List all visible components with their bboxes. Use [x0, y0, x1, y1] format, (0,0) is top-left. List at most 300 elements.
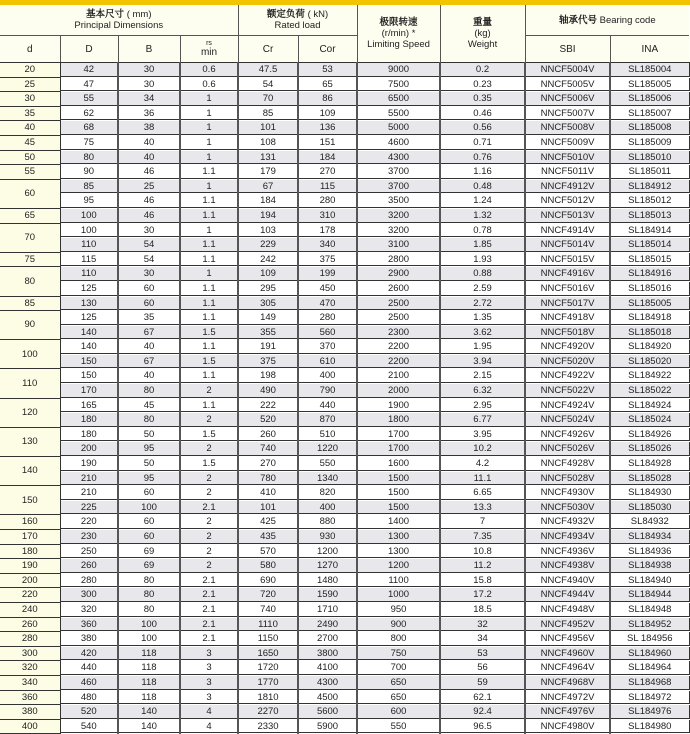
- limiting-speed-cell: 1400: [357, 515, 440, 530]
- chamfer-rs-min-cell: 1: [180, 121, 238, 136]
- ina-code-cell: SL84932: [610, 515, 689, 530]
- table-row: [0, 471, 689, 486]
- outer-diameter-cell: 225: [60, 500, 118, 515]
- static-load-cor-cell: 199: [298, 267, 357, 282]
- table-row: [0, 675, 689, 690]
- limiting-speed-cell: 650: [357, 675, 440, 690]
- limiting-speed-cell: 950: [357, 602, 440, 617]
- static-load-cor-cell: 450: [298, 281, 357, 296]
- ina-code-cell: SL184940: [610, 573, 689, 588]
- outer-diameter-cell: 85: [60, 179, 118, 194]
- sbi-code-cell: NNCF5004V: [525, 63, 610, 78]
- limiting-speed-cell: 1300: [357, 544, 440, 559]
- bore-diameter-cell: 100: [0, 340, 60, 369]
- sbi-code-cell: NNCF5012V: [525, 194, 610, 209]
- weight-cell: 32: [440, 617, 525, 632]
- static-load-cor-cell: 1590: [298, 588, 357, 603]
- ina-code-cell: SL184976: [610, 705, 689, 720]
- chamfer-rs-min-cell: 2: [180, 442, 238, 457]
- dynamic-load-cr-cell: 101: [238, 500, 298, 515]
- bore-diameter-cell: 360: [0, 690, 60, 705]
- limiting-speed-cell: 1300: [357, 530, 440, 545]
- table-row: [0, 515, 689, 530]
- weight-en: Weight: [467, 39, 498, 50]
- sbi-code-cell: NNCF4956V: [525, 632, 610, 647]
- chamfer-rs-min-cell: 1.5: [180, 427, 238, 442]
- static-load-cor-cell: 136: [298, 121, 357, 136]
- outer-diameter-cell: 42: [60, 63, 118, 78]
- table-row: [0, 457, 689, 472]
- chamfer-rs-min-cell: 1.1: [180, 194, 238, 209]
- limiting-speed-cell: 3200: [357, 223, 440, 238]
- bore-diameter-cell: 75: [0, 252, 60, 267]
- dynamic-load-cr-cell: 108: [238, 135, 298, 150]
- table-row: [0, 398, 689, 413]
- chamfer-rs-min-cell: 1: [180, 135, 238, 150]
- sbi-code-cell: NNCF4936V: [525, 544, 610, 559]
- bore-diameter-cell: 65: [0, 208, 60, 223]
- principal-dimensions-cn: 基本尺寸: [86, 9, 125, 20]
- width-cell: 54: [118, 252, 180, 267]
- dynamic-load-cr-cell: 305: [238, 296, 298, 311]
- table-header: [0, 5, 689, 63]
- width-cell: 34: [118, 92, 180, 107]
- sbi-code-cell: NNCF5005V: [525, 77, 610, 92]
- width-cell: 80: [118, 573, 180, 588]
- sbi-code-cell: NNCF4938V: [525, 559, 610, 574]
- bore-diameter-cell: 40: [0, 121, 60, 136]
- dynamic-load-cr-cell: 184: [238, 194, 298, 209]
- limiting-speed-cell: 2200: [357, 354, 440, 369]
- table-row: [0, 705, 689, 720]
- static-load-cor-cell: 400: [298, 369, 357, 384]
- bore-diameter-cell: 260: [0, 617, 60, 632]
- ina-code-cell: SL185005: [610, 77, 689, 92]
- weight-cell: 0.76: [440, 150, 525, 165]
- static-load-cor-cell: 610: [298, 354, 357, 369]
- table-row: [0, 427, 689, 442]
- static-load-cor-cell: 560: [298, 325, 357, 340]
- limiting-speed-cell: 1700: [357, 442, 440, 457]
- width-cell: 30: [118, 223, 180, 238]
- limiting-speed-cell: 1700: [357, 427, 440, 442]
- weight-cn: 重量: [473, 17, 493, 28]
- sbi-code-cell: NNCF4940V: [525, 573, 610, 588]
- limiting-speed-cell: 2900: [357, 267, 440, 282]
- dynamic-load-cr-cell: 425: [238, 515, 298, 530]
- width-cell: 36: [118, 106, 180, 121]
- width-cell: 50: [118, 427, 180, 442]
- bore-diameter-cell: 120: [0, 398, 60, 427]
- outer-diameter-cell: 440: [60, 661, 118, 676]
- table-row: [0, 617, 689, 632]
- limiting-speed-cell: 2200: [357, 340, 440, 355]
- chamfer-rs-min-cell: 2: [180, 544, 238, 559]
- col-header-B: B: [118, 36, 180, 63]
- width-cell: 118: [118, 661, 180, 676]
- col-header-rs-top: rs: [206, 40, 212, 47]
- table-row: [0, 559, 689, 574]
- dynamic-load-cr-cell: 194: [238, 208, 298, 223]
- dynamic-load-cr-cell: 229: [238, 238, 298, 253]
- limiting-speed-cell: 650: [357, 690, 440, 705]
- chamfer-rs-min-cell: 2: [180, 413, 238, 428]
- limiting-speed-cell: 600: [357, 705, 440, 720]
- table-row: [0, 661, 689, 676]
- sbi-code-cell: NNCF5024V: [525, 413, 610, 428]
- ina-code-cell: SL184920: [610, 340, 689, 355]
- bore-diameter-cell: 240: [0, 602, 60, 617]
- weight-cell: 0.35: [440, 92, 525, 107]
- rated-load-en: Rated load: [274, 20, 321, 31]
- dynamic-load-cr-cell: 191: [238, 340, 298, 355]
- weight-cell: 11.2: [440, 559, 525, 574]
- limiting-speed-cell: 4600: [357, 135, 440, 150]
- chamfer-rs-min-cell: 1: [180, 179, 238, 194]
- ina-code-cell: SL184914: [610, 223, 689, 238]
- bore-diameter-cell: 220: [0, 588, 60, 603]
- chamfer-rs-min-cell: 0.6: [180, 63, 238, 78]
- table-row: [0, 311, 689, 326]
- width-cell: 80: [118, 384, 180, 399]
- limiting-speed-cell: 5500: [357, 106, 440, 121]
- chamfer-rs-min-cell: 1.1: [180, 340, 238, 355]
- table-row: [0, 602, 689, 617]
- bearing-code-en: Bearing code: [599, 14, 656, 26]
- outer-diameter-cell: 95: [60, 194, 118, 209]
- chamfer-rs-min-cell: 0.6: [180, 77, 238, 92]
- limiting-speed-cell: 2600: [357, 281, 440, 296]
- weight-cell: 59: [440, 675, 525, 690]
- width-cell: 118: [118, 690, 180, 705]
- ina-code-cell: SL185013: [610, 208, 689, 223]
- limiting-speed-en: Limiting Speed: [367, 39, 430, 50]
- limiting-speed-cell: 3200: [357, 208, 440, 223]
- sbi-code-cell: NNCF4924V: [525, 398, 610, 413]
- dynamic-load-cr-cell: 690: [238, 573, 298, 588]
- bore-diameter-cell: 170: [0, 530, 60, 545]
- static-load-cor-cell: 930: [298, 530, 357, 545]
- limiting-speed-cell: 1200: [357, 559, 440, 574]
- ina-code-cell: SL184972: [610, 690, 689, 705]
- weight-cell: 1.24: [440, 194, 525, 209]
- weight-cell: 0.2: [440, 63, 525, 78]
- ina-code-cell: SL184912: [610, 179, 689, 194]
- bore-diameter-cell: 300: [0, 646, 60, 661]
- ina-code-cell: SL 184956: [610, 632, 689, 647]
- sbi-code-cell: NNCF5016V: [525, 281, 610, 296]
- limiting-speed-cell: 2300: [357, 325, 440, 340]
- width-cell: 54: [118, 238, 180, 253]
- outer-diameter-cell: 480: [60, 690, 118, 705]
- dynamic-load-cr-cell: 1720: [238, 661, 298, 676]
- ina-code-cell: SL185011: [610, 165, 689, 180]
- limiting-speed-cell: 1500: [357, 486, 440, 501]
- dynamic-load-cr-cell: 490: [238, 384, 298, 399]
- weight-cell: 56: [440, 661, 525, 676]
- static-load-cor-cell: 880: [298, 515, 357, 530]
- dynamic-load-cr-cell: 720: [238, 588, 298, 603]
- width-cell: 95: [118, 471, 180, 486]
- principal-dimensions-unit: ( mm): [126, 9, 152, 20]
- ina-code-cell: SL184916: [610, 267, 689, 282]
- sbi-code-cell: NNCF4948V: [525, 602, 610, 617]
- ina-code-cell: SL184922: [610, 369, 689, 384]
- sbi-code-cell: NNCF4918V: [525, 311, 610, 326]
- bore-diameter-cell: 60: [0, 179, 60, 208]
- limiting-speed-cell: 5000: [357, 121, 440, 136]
- width-cell: 80: [118, 602, 180, 617]
- ina-code-cell: SL185022: [610, 384, 689, 399]
- dynamic-load-cr-cell: 67: [238, 179, 298, 194]
- bore-diameter-cell: 45: [0, 135, 60, 150]
- dynamic-load-cr-cell: 580: [238, 559, 298, 574]
- principal-dimensions-en: Principal Dimensions: [74, 20, 164, 31]
- chamfer-rs-min-cell: 1.1: [180, 208, 238, 223]
- outer-diameter-cell: 170: [60, 384, 118, 399]
- sbi-code-cell: NNCF5026V: [525, 442, 610, 457]
- static-load-cor-cell: 280: [298, 311, 357, 326]
- static-load-cor-cell: 1270: [298, 559, 357, 574]
- outer-diameter-cell: 420: [60, 646, 118, 661]
- table-row: [0, 121, 689, 136]
- ina-code-cell: SL185004: [610, 63, 689, 78]
- outer-diameter-cell: 280: [60, 573, 118, 588]
- dynamic-load-cr-cell: 570: [238, 544, 298, 559]
- bore-diameter-cell: 190: [0, 559, 60, 574]
- outer-diameter-cell: 140: [60, 325, 118, 340]
- ina-code-cell: SL185012: [610, 194, 689, 209]
- static-load-cor-cell: 280: [298, 194, 357, 209]
- dynamic-load-cr-cell: 375: [238, 354, 298, 369]
- ina-code-cell: SL185014: [610, 238, 689, 253]
- width-cell: 45: [118, 398, 180, 413]
- weight-cell: 96.5: [440, 719, 525, 734]
- sbi-code-cell: NNCF4976V: [525, 705, 610, 720]
- width-cell: 40: [118, 369, 180, 384]
- width-cell: 100: [118, 617, 180, 632]
- outer-diameter-cell: 165: [60, 398, 118, 413]
- weight-cell: 6.77: [440, 413, 525, 428]
- chamfer-rs-min-cell: 1: [180, 106, 238, 121]
- outer-diameter-cell: 180: [60, 413, 118, 428]
- ina-code-cell: SL184952: [610, 617, 689, 632]
- sbi-code-cell: NNCF5030V: [525, 500, 610, 515]
- sbi-code-cell: NNCF5018V: [525, 325, 610, 340]
- sbi-code-cell: NNCF4926V: [525, 427, 610, 442]
- width-cell: 100: [118, 632, 180, 647]
- static-load-cor-cell: 470: [298, 296, 357, 311]
- limiting-speed-header: [357, 5, 440, 63]
- width-cell: 118: [118, 646, 180, 661]
- weight-cell: 0.23: [440, 77, 525, 92]
- outer-diameter-cell: 200: [60, 442, 118, 457]
- outer-diameter-cell: 220: [60, 515, 118, 530]
- chamfer-rs-min-cell: 1.1: [180, 369, 238, 384]
- chamfer-rs-min-cell: 3: [180, 690, 238, 705]
- weight-cell: 15.8: [440, 573, 525, 588]
- outer-diameter-cell: 250: [60, 544, 118, 559]
- table-row: [0, 267, 689, 282]
- outer-diameter-cell: 260: [60, 559, 118, 574]
- bore-diameter-cell: 180: [0, 544, 60, 559]
- width-cell: 40: [118, 135, 180, 150]
- bore-diameter-cell: 400: [0, 719, 60, 734]
- width-cell: 118: [118, 675, 180, 690]
- width-cell: 60: [118, 486, 180, 501]
- dynamic-load-cr-cell: 131: [238, 150, 298, 165]
- static-load-cor-cell: 1710: [298, 602, 357, 617]
- sbi-code-cell: NNCF5017V: [525, 296, 610, 311]
- limiting-speed-cell: 750: [357, 646, 440, 661]
- limiting-speed-cell: 6500: [357, 92, 440, 107]
- table-row: [0, 719, 689, 734]
- table-row: [0, 413, 689, 428]
- width-cell: 30: [118, 267, 180, 282]
- bore-diameter-cell: 110: [0, 369, 60, 398]
- ina-code-cell: SL185005: [610, 296, 689, 311]
- sbi-code-cell: NNCF5009V: [525, 135, 610, 150]
- width-cell: 80: [118, 413, 180, 428]
- ina-code-cell: SL184930: [610, 486, 689, 501]
- chamfer-rs-min-cell: 1: [180, 223, 238, 238]
- sbi-code-cell: NNCF5022V: [525, 384, 610, 399]
- static-load-cor-cell: 2490: [298, 617, 357, 632]
- bore-diameter-cell: 70: [0, 223, 60, 252]
- width-cell: 40: [118, 340, 180, 355]
- chamfer-rs-min-cell: 1.1: [180, 238, 238, 253]
- dynamic-load-cr-cell: 740: [238, 602, 298, 617]
- table-row: [0, 165, 689, 180]
- static-load-cor-cell: 65: [298, 77, 357, 92]
- width-cell: 67: [118, 354, 180, 369]
- weight-cell: 0.46: [440, 106, 525, 121]
- ina-code-cell: SL184968: [610, 675, 689, 690]
- static-load-cor-cell: 115: [298, 179, 357, 194]
- ina-code-cell: SL185015: [610, 252, 689, 267]
- weight-cell: 92.4: [440, 705, 525, 720]
- sbi-code-cell: NNCF5028V: [525, 471, 610, 486]
- limiting-speed-unit: (r/min) *: [381, 28, 416, 39]
- static-load-cor-cell: 3800: [298, 646, 357, 661]
- chamfer-rs-min-cell: 2: [180, 559, 238, 574]
- limiting-speed-cn: 极限转速: [379, 17, 418, 28]
- table-row: [0, 369, 689, 384]
- ina-code-cell: SL184934: [610, 530, 689, 545]
- width-cell: 60: [118, 530, 180, 545]
- width-cell: 67: [118, 325, 180, 340]
- width-cell: 60: [118, 281, 180, 296]
- static-load-cor-cell: 1220: [298, 442, 357, 457]
- weight-cell: 0.56: [440, 121, 525, 136]
- static-load-cor-cell: 86: [298, 92, 357, 107]
- table-row: [0, 632, 689, 647]
- sbi-code-cell: NNCF5013V: [525, 208, 610, 223]
- chamfer-rs-min-cell: 1: [180, 267, 238, 282]
- static-load-cor-cell: 790: [298, 384, 357, 399]
- chamfer-rs-min-cell: 1.1: [180, 281, 238, 296]
- width-cell: 69: [118, 544, 180, 559]
- ina-code-cell: SL184918: [610, 311, 689, 326]
- dynamic-load-cr-cell: 70: [238, 92, 298, 107]
- table-row: [0, 296, 689, 311]
- chamfer-rs-min-cell: 1.1: [180, 398, 238, 413]
- ina-code-cell: SL184944: [610, 588, 689, 603]
- static-load-cor-cell: 510: [298, 427, 357, 442]
- outer-diameter-cell: 80: [60, 150, 118, 165]
- static-load-cor-cell: 151: [298, 135, 357, 150]
- table-row: [0, 325, 689, 340]
- static-load-cor-cell: 310: [298, 208, 357, 223]
- col-header-rs-bottom: min: [200, 47, 218, 58]
- outer-diameter-cell: 125: [60, 311, 118, 326]
- weight-cell: 6.32: [440, 384, 525, 399]
- outer-diameter-cell: 320: [60, 602, 118, 617]
- bore-diameter-cell: 50: [0, 150, 60, 165]
- weight-cell: 1.16: [440, 165, 525, 180]
- limiting-speed-cell: 1800: [357, 413, 440, 428]
- width-cell: 30: [118, 77, 180, 92]
- bearing-code-cn: 轴承代号: [558, 14, 597, 26]
- weight-cell: 0.71: [440, 135, 525, 150]
- outer-diameter-cell: 115: [60, 252, 118, 267]
- weight-cell: 18.5: [440, 602, 525, 617]
- chamfer-rs-min-cell: 4: [180, 719, 238, 734]
- limiting-speed-cell: 9000: [357, 63, 440, 78]
- table-row: [0, 690, 689, 705]
- limiting-speed-cell: 2000: [357, 384, 440, 399]
- limiting-speed-cell: 900: [357, 617, 440, 632]
- table-row: [0, 77, 689, 92]
- weight-cell: 2.72: [440, 296, 525, 311]
- static-load-cor-cell: 53: [298, 63, 357, 78]
- table-row: [0, 223, 689, 238]
- chamfer-rs-min-cell: 3: [180, 646, 238, 661]
- static-load-cor-cell: 440: [298, 398, 357, 413]
- chamfer-rs-min-cell: 2.1: [180, 573, 238, 588]
- table-row: [0, 354, 689, 369]
- static-load-cor-cell: 4500: [298, 690, 357, 705]
- table-row: [0, 238, 689, 253]
- static-load-cor-cell: 375: [298, 252, 357, 267]
- width-cell: 50: [118, 457, 180, 472]
- chamfer-rs-min-cell: 1.1: [180, 165, 238, 180]
- table-row: [0, 194, 689, 209]
- dynamic-load-cr-cell: 47.5: [238, 63, 298, 78]
- bore-diameter-cell: 140: [0, 457, 60, 486]
- bore-diameter-cell: 380: [0, 705, 60, 720]
- bore-diameter-cell: 160: [0, 515, 60, 530]
- dynamic-load-cr-cell: 103: [238, 223, 298, 238]
- static-load-cor-cell: 340: [298, 238, 357, 253]
- dynamic-load-cr-cell: 149: [238, 311, 298, 326]
- bore-diameter-cell: 35: [0, 106, 60, 121]
- ina-code-cell: SL185028: [610, 471, 689, 486]
- table-row: [0, 106, 689, 121]
- outer-diameter-cell: 380: [60, 632, 118, 647]
- ina-code-cell: SL185009: [610, 135, 689, 150]
- static-load-cor-cell: 178: [298, 223, 357, 238]
- limiting-speed-cell: 1000: [357, 588, 440, 603]
- rated-load-cn: 额定负荷: [266, 9, 305, 20]
- table-row: [0, 646, 689, 661]
- ina-code-cell: SL185006: [610, 92, 689, 107]
- weight-cell: 1.85: [440, 238, 525, 253]
- outer-diameter-cell: 90: [60, 165, 118, 180]
- outer-diameter-cell: 62: [60, 106, 118, 121]
- width-cell: 25: [118, 179, 180, 194]
- table-row: [0, 544, 689, 559]
